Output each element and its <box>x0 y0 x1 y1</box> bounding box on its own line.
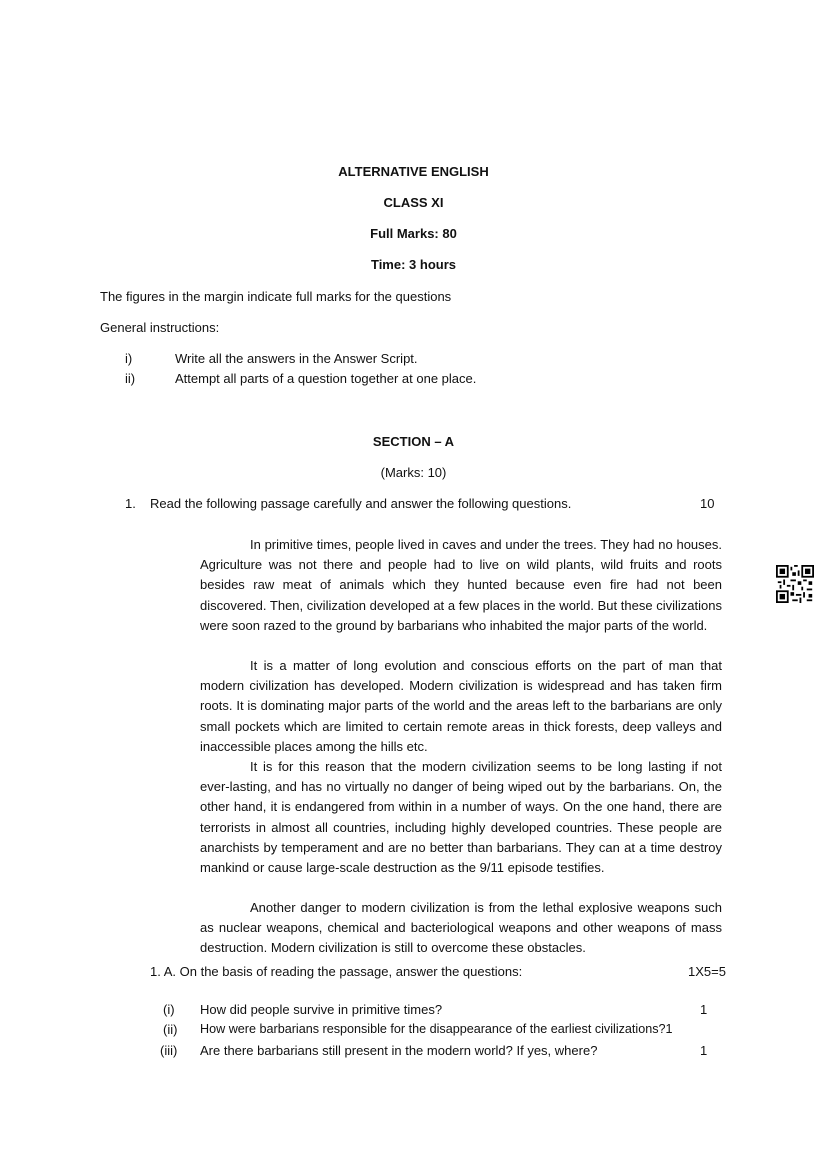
instruction-text: Attempt all parts of a question together at one place. <box>175 371 477 386</box>
qr-code-icon <box>776 565 814 603</box>
passage-paragraph: It is a matter of long evolution and conscious efforts on the part of man that modern civilization has developed. Modern civilization is widespread and has taken firm roots. It is dominating major parts of the world and the areas left to the barbarians are only small pockets which are limited to certain remote areas in thick forests, deep valleys and inaccessible places among the hills etc. <box>200 658 722 754</box>
time-allowed: Time: 3 hours <box>370 257 456 272</box>
section-marks: (Marks: 10) <box>380 465 447 480</box>
instructions-heading: General instructions: <box>100 320 220 335</box>
sub-question-text: How did people survive in primitive times? <box>200 1002 443 1017</box>
sub-question-marks: 1 <box>700 1002 708 1017</box>
question-number: 1. <box>125 496 136 511</box>
sub-question-marks: 1 <box>700 1043 708 1058</box>
sub-question-text: How were barbarians responsible for the disappearance of the earliest civilizations?1 <box>200 1022 673 1036</box>
instruction-text: Write all the answers in the Answer Script. <box>175 351 418 366</box>
class-label: CLASS XI <box>383 195 444 210</box>
passage-paragraph: It is for this reason that the modern civilization seems to be long lasting if not ever-lasting, and has no virtually no danger of being wiped out by the barbarians. On, the other hand, it is endangered from within in a number of ways. On the one hand, there are terrorists in almost all countries, including highly developed countries. These people are anarchists by temperament and are no better than barbarians. They can at a time destroy mankind or cause large-scale destruction as the 9/11 episode testifies. <box>200 759 722 876</box>
sub-question-number: (i) <box>163 1002 175 1017</box>
question-text: Read the following passage carefully and answer the following questions. <box>150 496 572 511</box>
exam-title: ALTERNATIVE ENGLISH <box>338 164 489 179</box>
margin-note: The figures in the margin indicate full marks for the questions <box>100 289 452 304</box>
sub-question-number: (iii) <box>160 1043 178 1058</box>
instruction-number: ii) <box>125 371 136 386</box>
passage-paragraph: Another danger to modern civilization is from the lethal explosive weapons such as nuclear weapons, chemical and bacteriological weapons and other weapons of mass destruction. Modern civilization is still to overcome these obstacles. <box>200 900 722 956</box>
instruction-number: i) <box>125 351 133 366</box>
full-marks: Full Marks: 80 <box>370 226 457 241</box>
section-title: SECTION – A <box>372 434 455 449</box>
passage-paragraph: In primitive times, people lived in caves and under the trees. They had no houses. Agriculture was not there and people had to live on wild plants, wild fruits and roots besides raw meat of animals which they hunted because even fire had not been discovered. Then, civilization developed at a few places in the world. But these civilizations were soon razed to the ground by barbarians who inhabited the major parts of the world. <box>200 537 722 633</box>
part-a-label: 1. A. On the basis of reading the passage, answer the questions: <box>150 964 523 979</box>
sub-question-number: (ii) <box>163 1022 178 1037</box>
part-a-marks: 1X5=5 <box>688 964 726 979</box>
sub-question-text: Are there barbarians still present in the modern world? If yes, where? <box>200 1043 598 1058</box>
question-marks: 10 <box>700 496 715 511</box>
